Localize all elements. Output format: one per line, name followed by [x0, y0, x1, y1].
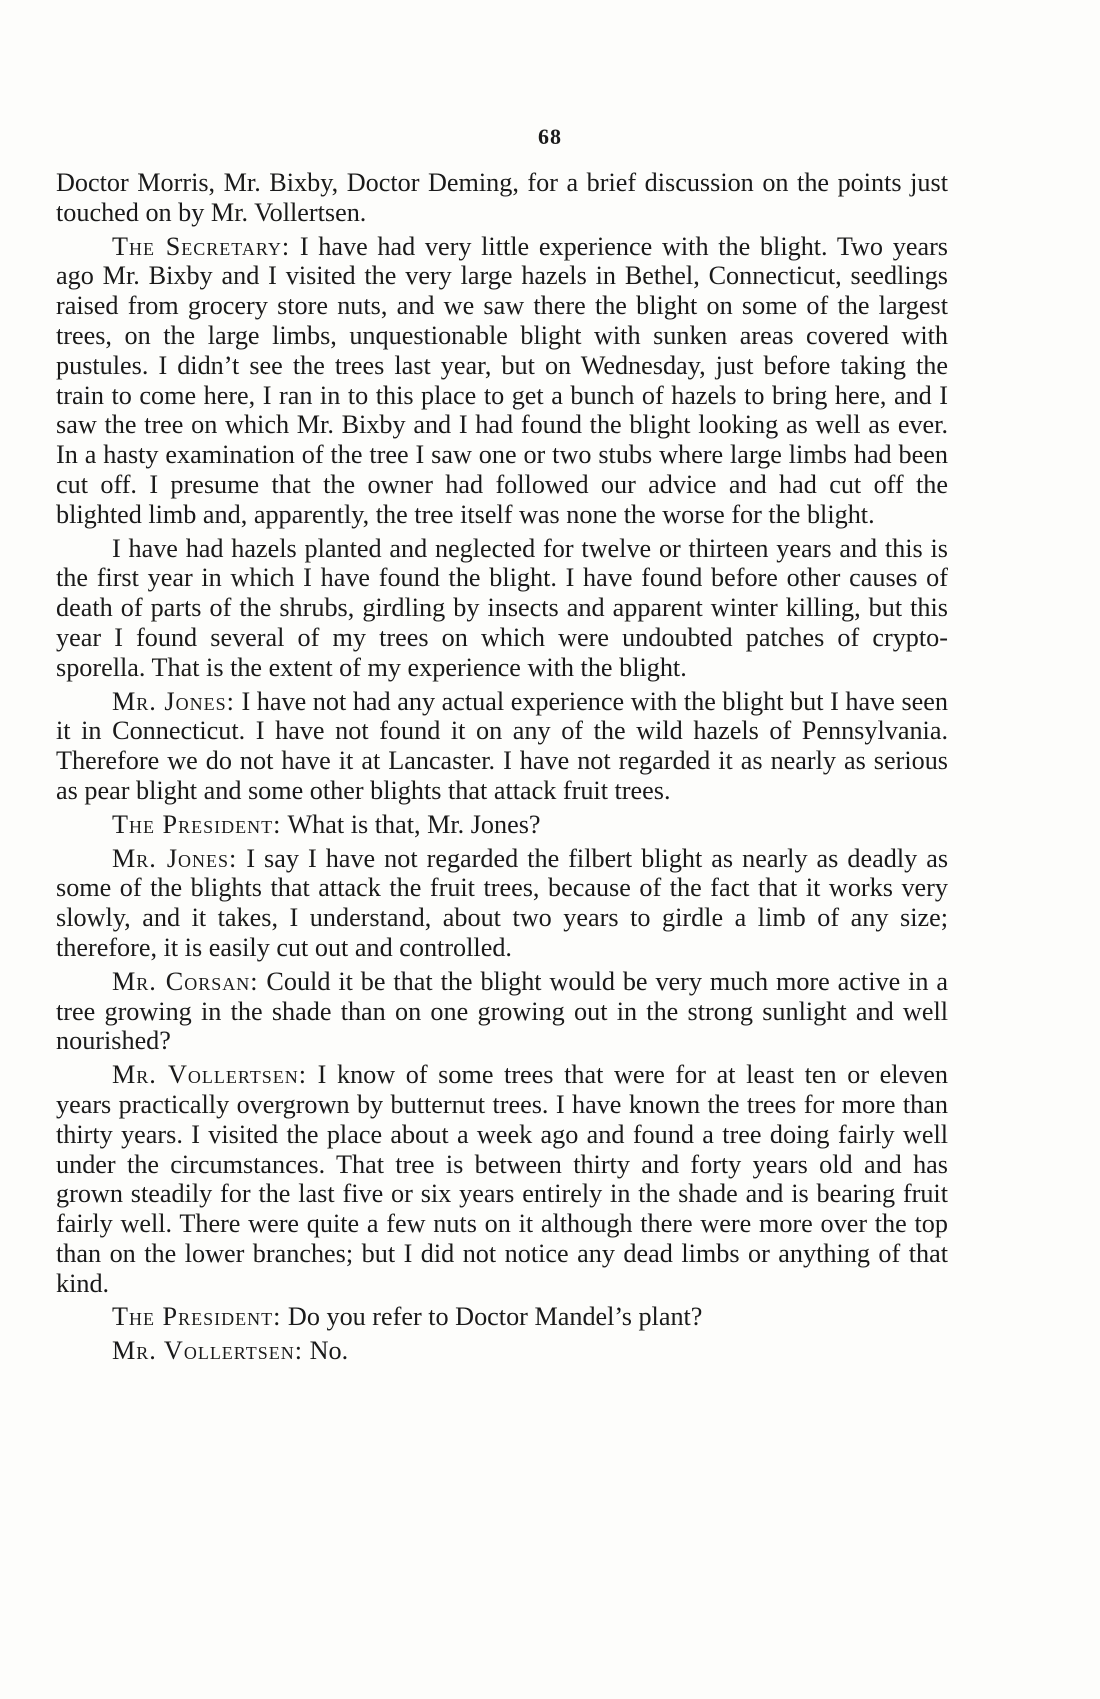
- speaker-label: Mr. Vollertsen:: [112, 1336, 304, 1366]
- speaker-label: Mr. Vollertsen:: [112, 1060, 308, 1090]
- paragraph-text: I know of some trees that were for at least ten or eleven years practically overgrown by butternut trees. I have known the trees for more than thirty years. I visited the place about a week ago and found a tree doing fairly well under the circumstances. That tree is between thirty and forty years old and has grown steadily for the last five or six years entirely in the shade and is bearing fruit fairly well. There were quite a few nuts on it although there were more over the top than on the lower branches; but I did not notice any dead limbs or anything of that kind.: [56, 1060, 948, 1298]
- paragraph-text: I have not had any actual experience with the blight but I have seen it in Connecticut. I have not found it on any of the wild hazels of Pennsylvania. Therefore we do not have it at Lancaster. I have not regarded it as nearly as serious as pear blight and some other blights that attack fruit trees.: [56, 686, 948, 805]
- paragraph-text: I say I have not regarded the filbert blight as nearly as deadly as some of the blights that attack the fruit trees, because of the fact that it works very slowly, and it takes, I understand, about two years to girdle a limb of any size; therefore, it is easily cut out and controlled.: [56, 843, 949, 962]
- paragraph-text: I have had very little experience with the blight. Two years ago Mr. Bixby and I visited the very large hazels in Bethel, Connecticut, seedlings raised from grocery store nuts, and we saw there the blight on some of the largest trees, on the large limbs, unquestionable blight with sunken areas covered with pustules. I didn’t see the trees last year, but on Wednesday, just before taking the train to come here, I ran in to this place to get a bunch of hazels to bring here, and I saw the tree on which Mr. Bixby and I had found the blight looking as well as ever. In a hasty examination of the tree I saw one or two stubs where large limbs had been cut off. I presume that the owner had followed our advice and had cut off the blighted limb and, apparently, the tree itself was none the worse for the blight.: [56, 231, 948, 529]
- paragraph-text: What is that, Mr. Jones?: [281, 809, 541, 839]
- paragraph-text: Could it be that the blight would be very much more active in a tree growing in the shade than on one growing out in the strong sunlight and well nourished?: [56, 966, 948, 1056]
- paragraph: [56, 534, 948, 683]
- paragraph-text: I have had hazels planted and neglected for twelve or thirteen years and this is the first year in which I have found the blight. I have found before other causes of death of parts of the shrubs, girdling by insects and apparent winter killing, but this year I found several of my trees on which were undoubted patches of crypto-sporella. That is the extent of my experience with the blight.: [56, 533, 948, 682]
- paragraph: [56, 168, 948, 228]
- speaker-label: The President:: [112, 1302, 282, 1332]
- speaker-label: The Secretary:: [112, 231, 291, 261]
- paragraph: [56, 844, 948, 963]
- paragraph: [56, 687, 948, 806]
- body-text: [56, 168, 948, 1370]
- speaker-label: The President:: [112, 809, 282, 839]
- speaker-label: Mr. Jones:: [112, 843, 238, 873]
- paragraph: [56, 1302, 948, 1332]
- speaker-label: Mr. Corsan:: [112, 966, 259, 996]
- paragraph: [56, 232, 948, 530]
- paragraph: [56, 1336, 948, 1366]
- paragraph: [56, 1060, 948, 1298]
- paragraph: [56, 810, 948, 840]
- paragraph: [56, 967, 948, 1056]
- paragraph-text: Doctor Morris, Mr. Bixby, Doctor Deming, for a brief discussion on the points just touched on by Mr. Vollertsen.: [56, 168, 948, 227]
- paragraph-text: No.: [303, 1336, 349, 1366]
- paragraph-text: Do you refer to Doctor Mandel’s plant?: [281, 1302, 703, 1332]
- page-number: 68: [538, 124, 562, 149]
- speaker-label: Mr. Jones:: [112, 686, 235, 716]
